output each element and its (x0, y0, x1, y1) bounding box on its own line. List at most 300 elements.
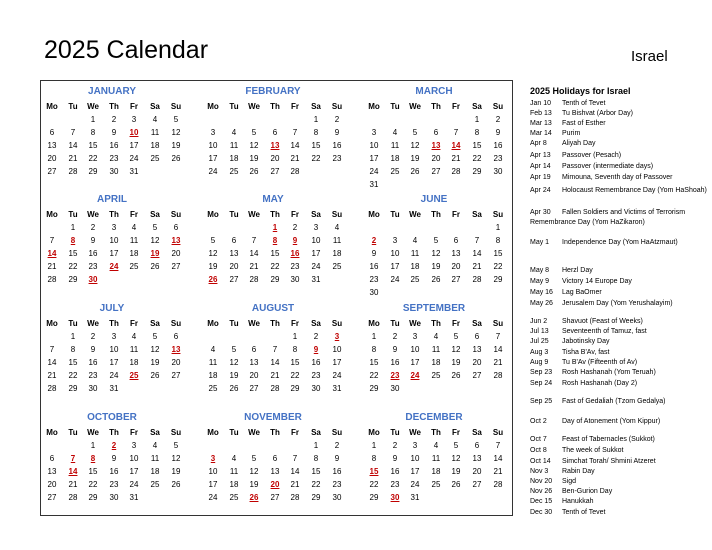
calendar-day: 11 (431, 345, 441, 354)
holiday-date: Oct 2 (530, 418, 547, 425)
calendar-day: 8 (495, 236, 501, 245)
calendar-day: 12 (150, 345, 160, 354)
calendar-day: 23 (332, 154, 342, 163)
calendar-day: 24 (208, 167, 218, 176)
weekday-header: Sa (311, 319, 321, 328)
holiday-item (530, 327, 708, 337)
calendar-day: 29 (68, 275, 78, 284)
holiday-date: Apr 13 (530, 152, 551, 159)
holiday-name: The week of Sukkot (562, 447, 624, 454)
holiday-date: Apr 24 (530, 187, 551, 194)
month-name: JULY (99, 303, 125, 314)
holiday-date: Oct 14 (530, 458, 551, 465)
calendar-day: 2 (313, 332, 319, 341)
calendar-day: 12 (229, 358, 239, 367)
calendar-day: 16 (332, 141, 342, 150)
month-name: FEBRUARY (245, 86, 301, 97)
calendar-day: 10 (311, 236, 321, 245)
calendar-day: 29 (88, 493, 98, 502)
month-name: JANUARY (88, 86, 136, 97)
weekday-header: Sa (311, 210, 321, 219)
weekday-header: Mo (368, 102, 380, 111)
calendar-day: 4 (152, 115, 158, 124)
holiday-date: Nov 26 (530, 488, 553, 495)
calendar-day: 29 (88, 167, 98, 176)
calendar-day: 22 (472, 154, 482, 163)
calendar-day: 15 (311, 467, 321, 476)
holiday-item (530, 435, 708, 445)
weekday-header: Mo (46, 102, 58, 111)
holiday-date: May 1 (530, 239, 550, 246)
calendar-day: 9 (371, 249, 377, 258)
calendar-day: 22 (369, 480, 379, 489)
calendar-day: 30 (369, 288, 379, 297)
calendar-day: 1 (70, 223, 76, 232)
holiday-item (530, 109, 708, 119)
weekday-header: Mo (207, 102, 219, 111)
calendar-day: 27 (451, 275, 461, 284)
calendar-day: 27 (171, 371, 181, 380)
calendar-day: 29 (493, 275, 503, 284)
calendar-day: 19 (171, 141, 181, 150)
calendar-day: 20 (171, 358, 181, 367)
calendar-day: 17 (410, 467, 420, 476)
weekday-header: Mo (207, 210, 219, 219)
calendar-day: 18 (129, 249, 139, 258)
month-name: APRIL (97, 194, 127, 205)
calendar-day: 26 (249, 167, 259, 176)
calendar-day: 27 (229, 275, 239, 284)
calendar-day: 3 (371, 128, 377, 137)
calendar-day: 20 (229, 262, 239, 271)
calendar-day: 25 (150, 480, 160, 489)
calendar-day: 30 (88, 384, 98, 393)
holiday-name: Tenth of Tevet (562, 100, 606, 107)
calendar-day: 3 (131, 441, 137, 450)
calendar-day: 24 (129, 154, 139, 163)
holiday-name: Independence Day (Yom HaAtzmaut) (562, 239, 678, 246)
calendar-day: 11 (229, 467, 239, 476)
weekday-header: Sa (472, 428, 482, 437)
calendar-day: 7 (292, 454, 298, 463)
calendar-day: 1 (90, 115, 96, 124)
calendar-day: 3 (111, 332, 117, 341)
weekday-header: Tu (390, 210, 400, 219)
calendar-day: 13 (249, 358, 259, 367)
calendar-day: 8 (371, 454, 377, 463)
calendar-day: 18 (410, 262, 420, 271)
calendar-day: 10 (369, 141, 379, 150)
calendar-day: 29 (270, 275, 280, 284)
calendar-day: 6 (474, 441, 480, 450)
holiday-item (530, 173, 708, 183)
calendar-day: 6 (272, 128, 278, 137)
holiday-day: 24 (109, 262, 119, 271)
calendar-day: 1 (313, 115, 319, 124)
calendar-day: 7 (453, 128, 459, 137)
holiday-day: 10 (129, 128, 139, 137)
calendar-day: 25 (332, 262, 342, 271)
calendar-day: 25 (431, 371, 441, 380)
calendar-day: 17 (208, 480, 218, 489)
calendar-day: 11 (332, 236, 342, 245)
calendar-day: 22 (311, 154, 321, 163)
weekday-header: Mo (46, 210, 58, 219)
calendar-day: 2 (90, 332, 96, 341)
calendar-day: 31 (129, 493, 139, 502)
holiday-name: Tu B'Av (Fifteenth of Av) (562, 359, 638, 366)
calendar-day: 13 (472, 345, 482, 354)
weekday-header: Su (331, 210, 343, 219)
calendar-day: 30 (493, 167, 503, 176)
calendar-day: 4 (433, 332, 439, 341)
calendar-day: 21 (290, 480, 300, 489)
calendar-day: 22 (493, 262, 503, 271)
calendar-day: 29 (290, 384, 300, 393)
holiday-day: 3 (210, 454, 216, 463)
calendar-day: 12 (410, 141, 420, 150)
calendar-day: 12 (171, 454, 181, 463)
calendar-day: 6 (231, 236, 237, 245)
holiday-name: Fallen Soldiers and Victims of Terrorism Remembrance Day (Yom HaZikaron) (530, 209, 686, 226)
calendar-day: 19 (451, 358, 461, 367)
holiday-item (530, 497, 708, 507)
holiday-day: 9 (313, 345, 319, 354)
calendar-day: 6 (272, 454, 278, 463)
holiday-name: Jerusalem Day (Yom Yerushalayim) (562, 300, 673, 307)
holiday-name: Passover (Pesach) (562, 152, 622, 159)
holiday-item (530, 277, 708, 287)
holiday-item (530, 119, 708, 129)
holiday-date: Dec 15 (530, 498, 553, 505)
holiday-item (530, 162, 708, 172)
weekday-header: Mo (207, 319, 219, 328)
holiday-day: 2 (111, 441, 117, 450)
weekday-header: Su (170, 428, 182, 437)
calendar-day: 6 (173, 332, 179, 341)
weekday-header: Fr (130, 210, 138, 219)
calendar-day: 3 (111, 223, 117, 232)
calendar-day: 9 (334, 454, 340, 463)
calendar-day: 24 (390, 275, 400, 284)
weekday-header: We (409, 102, 421, 111)
calendar-day: 15 (68, 358, 78, 367)
calendar-day: 27 (47, 493, 57, 502)
weekday-header: Mo (46, 428, 58, 437)
holiday-name: Tu Bishvat (Arbor Day) (562, 110, 633, 117)
calendar-day: 17 (109, 249, 119, 258)
month-name: DECEMBER (405, 412, 463, 423)
holiday-date: Sep 23 (530, 369, 553, 376)
calendar-day: 26 (431, 275, 441, 284)
calendar-day: 17 (311, 249, 321, 258)
calendar-day: 12 (451, 345, 461, 354)
holiday-item (530, 299, 708, 309)
holiday-item (530, 317, 708, 327)
calendar-day: 7 (272, 345, 278, 354)
holiday-date: Aug 3 (530, 349, 549, 356)
weekday-header: Th (270, 428, 280, 437)
weekday-header: Tu (68, 102, 78, 111)
weekday-header: Th (431, 102, 441, 111)
calendar-day: 12 (208, 249, 218, 258)
calendar-day: 5 (210, 236, 216, 245)
calendar-day: 17 (129, 467, 139, 476)
weekday-header: Sa (311, 428, 321, 437)
weekday-header: Su (331, 102, 343, 111)
calendar-day: 7 (495, 332, 501, 341)
calendar-day: 15 (290, 358, 300, 367)
holiday-day: 1 (272, 223, 278, 232)
calendar-day: 5 (231, 345, 237, 354)
calendar-day: 15 (88, 467, 98, 476)
calendar-day: 19 (249, 154, 259, 163)
holiday-name: Lag BaOmer (562, 289, 602, 296)
calendar-day: 24 (208, 493, 218, 502)
calendar-day: 2 (334, 441, 340, 450)
calendar-day: 23 (390, 480, 400, 489)
calendar-day: 21 (472, 262, 482, 271)
calendar-day: 18 (431, 467, 441, 476)
calendar-day: 14 (47, 358, 57, 367)
calendar-day: 4 (131, 223, 137, 232)
calendar-day: 7 (474, 236, 480, 245)
holiday-date: Oct 7 (530, 436, 547, 443)
weekday-header: We (87, 210, 99, 219)
calendar-day: 19 (150, 358, 160, 367)
calendar-day: 18 (150, 467, 160, 476)
calendar-day: 13 (270, 467, 280, 476)
calendar-day: 27 (47, 167, 57, 176)
holiday-item (530, 487, 708, 497)
weekday-header: Su (170, 319, 182, 328)
weekday-header: Fr (291, 102, 299, 111)
calendar-day: 18 (208, 371, 218, 380)
holiday-item (530, 238, 708, 248)
calendar-day: 28 (472, 275, 482, 284)
calendar-day: 5 (251, 128, 257, 137)
calendar-day: 28 (493, 480, 503, 489)
weekday-header: Th (270, 210, 280, 219)
holiday-item (530, 368, 708, 378)
calendar-day: 27 (249, 384, 259, 393)
calendar-day: 6 (474, 332, 480, 341)
weekday-header: Th (109, 428, 119, 437)
calendar-day: 23 (109, 480, 119, 489)
calendar-day: 20 (249, 371, 259, 380)
weekday-header: Mo (368, 319, 380, 328)
calendar-day: 2 (495, 115, 501, 124)
holiday-day: 30 (88, 275, 98, 284)
holiday-date: Mar 13 (530, 120, 552, 127)
calendar-day: 15 (311, 141, 321, 150)
holiday-date: May 9 (530, 278, 550, 285)
weekday-header: Th (431, 319, 441, 328)
calendar-day: 23 (290, 262, 300, 271)
calendar-day: 20 (431, 154, 441, 163)
calendar-day: 6 (173, 223, 179, 232)
holiday-date: May 8 (530, 267, 550, 274)
calendar-day: 12 (451, 454, 461, 463)
holiday-day: 19 (150, 249, 160, 258)
calendar-day: 9 (392, 345, 398, 354)
calendar-day: 23 (88, 371, 98, 380)
calendar-day: 6 (49, 128, 55, 137)
calendar-day: 22 (270, 262, 280, 271)
weekday-header: We (248, 319, 260, 328)
calendar-day: 7 (49, 236, 55, 245)
holiday-item (530, 358, 708, 368)
holiday-name: Purim (562, 130, 581, 137)
weekday-header: Sa (472, 102, 482, 111)
calendar-day: 13 (47, 141, 57, 150)
weekday-header: Mo (368, 210, 380, 219)
calendar-day: 9 (90, 345, 96, 354)
calendar-day: 12 (249, 141, 259, 150)
holiday-date: Jul 25 (530, 338, 549, 345)
calendar-day: 16 (311, 358, 321, 367)
calendar-day: 29 (68, 384, 78, 393)
holiday-name: Ben-Gurion Day (562, 488, 613, 495)
holiday-date: Nov 3 (530, 468, 549, 475)
holiday-name: Herzl Day (562, 267, 593, 274)
calendar-day: 20 (47, 480, 57, 489)
calendar-day: 8 (292, 345, 298, 354)
holiday-day: 14 (451, 141, 461, 150)
calendar-day: 6 (49, 454, 55, 463)
weekday-header: Tu (229, 428, 239, 437)
holiday-day: 7 (70, 454, 76, 463)
calendar-day: 27 (431, 167, 441, 176)
calendar-day: 27 (171, 262, 181, 271)
holiday-item (530, 129, 708, 139)
calendar-day: 20 (270, 154, 280, 163)
weekday-header: Th (431, 210, 441, 219)
calendar-day: 27 (472, 480, 482, 489)
calendar-day: 4 (131, 332, 137, 341)
calendar-day: 29 (472, 167, 482, 176)
calendar-day: 12 (150, 236, 160, 245)
calendar-day: 16 (332, 467, 342, 476)
month-name: JUNE (420, 194, 448, 205)
calendar-day: 1 (495, 223, 501, 232)
calendar-day: 30 (109, 493, 119, 502)
calendar-day: 15 (68, 249, 78, 258)
calendar-day: 15 (270, 249, 280, 258)
weekday-header: Su (492, 210, 504, 219)
calendar-day: 4 (392, 128, 398, 137)
calendar-day: 13 (451, 249, 461, 258)
calendar-day: 9 (334, 128, 340, 137)
holiday-day: 30 (390, 493, 400, 502)
calendar-day: 18 (332, 249, 342, 258)
calendar-day: 22 (88, 480, 98, 489)
holiday-item (530, 348, 708, 358)
calendar-day: 3 (412, 332, 418, 341)
holiday-date: May 26 (530, 300, 553, 307)
holiday-day: 8 (272, 236, 278, 245)
calendar-day: 8 (313, 454, 319, 463)
calendar-day: 31 (311, 275, 321, 284)
weekday-header: We (87, 319, 99, 328)
calendar-day: 9 (495, 128, 501, 137)
weekday-header: Fr (130, 428, 138, 437)
holiday-name: Aliyah Day (562, 140, 596, 147)
calendar-day: 3 (210, 128, 216, 137)
holiday-item (530, 417, 708, 427)
holiday-item (530, 446, 708, 456)
month-name: MAY (262, 194, 284, 205)
month-name: MARCH (415, 86, 453, 97)
weekday-header: Tu (390, 428, 400, 437)
calendar-day: 2 (292, 223, 298, 232)
calendar-day: 10 (109, 345, 119, 354)
holiday-day: 13 (171, 236, 181, 245)
holiday-day: 14 (68, 467, 78, 476)
holidays-title: 2025 Holidays for Israel (530, 86, 631, 96)
calendar-day: 10 (208, 141, 218, 150)
weekday-header: Th (270, 102, 280, 111)
holiday-item (530, 477, 708, 487)
weekday-header: We (87, 428, 99, 437)
calendar-day: 26 (451, 371, 461, 380)
calendar-day: 10 (129, 454, 139, 463)
calendar-day: 5 (453, 332, 459, 341)
calendar-day: 11 (150, 128, 160, 137)
weekday-header: Mo (46, 319, 58, 328)
weekday-header: Sa (311, 102, 321, 111)
weekday-header: Su (170, 210, 182, 219)
weekday-header: Tu (390, 102, 400, 111)
calendar-day: 2 (392, 332, 398, 341)
weekday-header: Sa (150, 210, 160, 219)
weekday-header: We (409, 428, 421, 437)
calendar-day: 19 (410, 154, 420, 163)
holiday-name: Mimouna, Seventh day of Passover (562, 174, 673, 181)
calendar-day: 18 (229, 480, 239, 489)
weekday-header: Su (492, 102, 504, 111)
holiday-name: Shavuot (Feast of Weeks) (562, 318, 643, 325)
calendar-day: 26 (229, 384, 239, 393)
calendar-day: 19 (431, 262, 441, 271)
calendar-day: 2 (111, 115, 117, 124)
calendar-day: 14 (270, 358, 280, 367)
calendar-day: 8 (371, 345, 377, 354)
holiday-item (530, 288, 708, 298)
calendar-day: 11 (208, 358, 218, 367)
calendar-day: 15 (472, 141, 482, 150)
calendar-day: 21 (47, 262, 57, 271)
holiday-date: Sep 24 (530, 380, 553, 387)
calendar-day: 7 (292, 128, 298, 137)
holiday-day: 26 (208, 275, 218, 284)
holiday-day: 14 (47, 249, 57, 258)
holiday-day: 9 (292, 236, 298, 245)
calendar-day: 22 (68, 371, 78, 380)
holiday-name: Seventeenth of Tamuz, fast (562, 328, 647, 335)
weekday-header: Th (109, 102, 119, 111)
holiday-name: Simchat Torah/ Shmini Atzeret (562, 458, 656, 465)
calendar-day: 18 (390, 154, 400, 163)
calendar-day: 25 (208, 384, 218, 393)
calendar-day: 20 (472, 358, 482, 367)
calendar-day: 5 (433, 236, 439, 245)
page-title: 2025 Calendar (44, 36, 209, 64)
calendar-day: 29 (369, 493, 379, 502)
holiday-date: Sep 25 (530, 398, 553, 405)
calendar-day: 23 (493, 154, 503, 163)
calendar-day: 21 (493, 358, 503, 367)
